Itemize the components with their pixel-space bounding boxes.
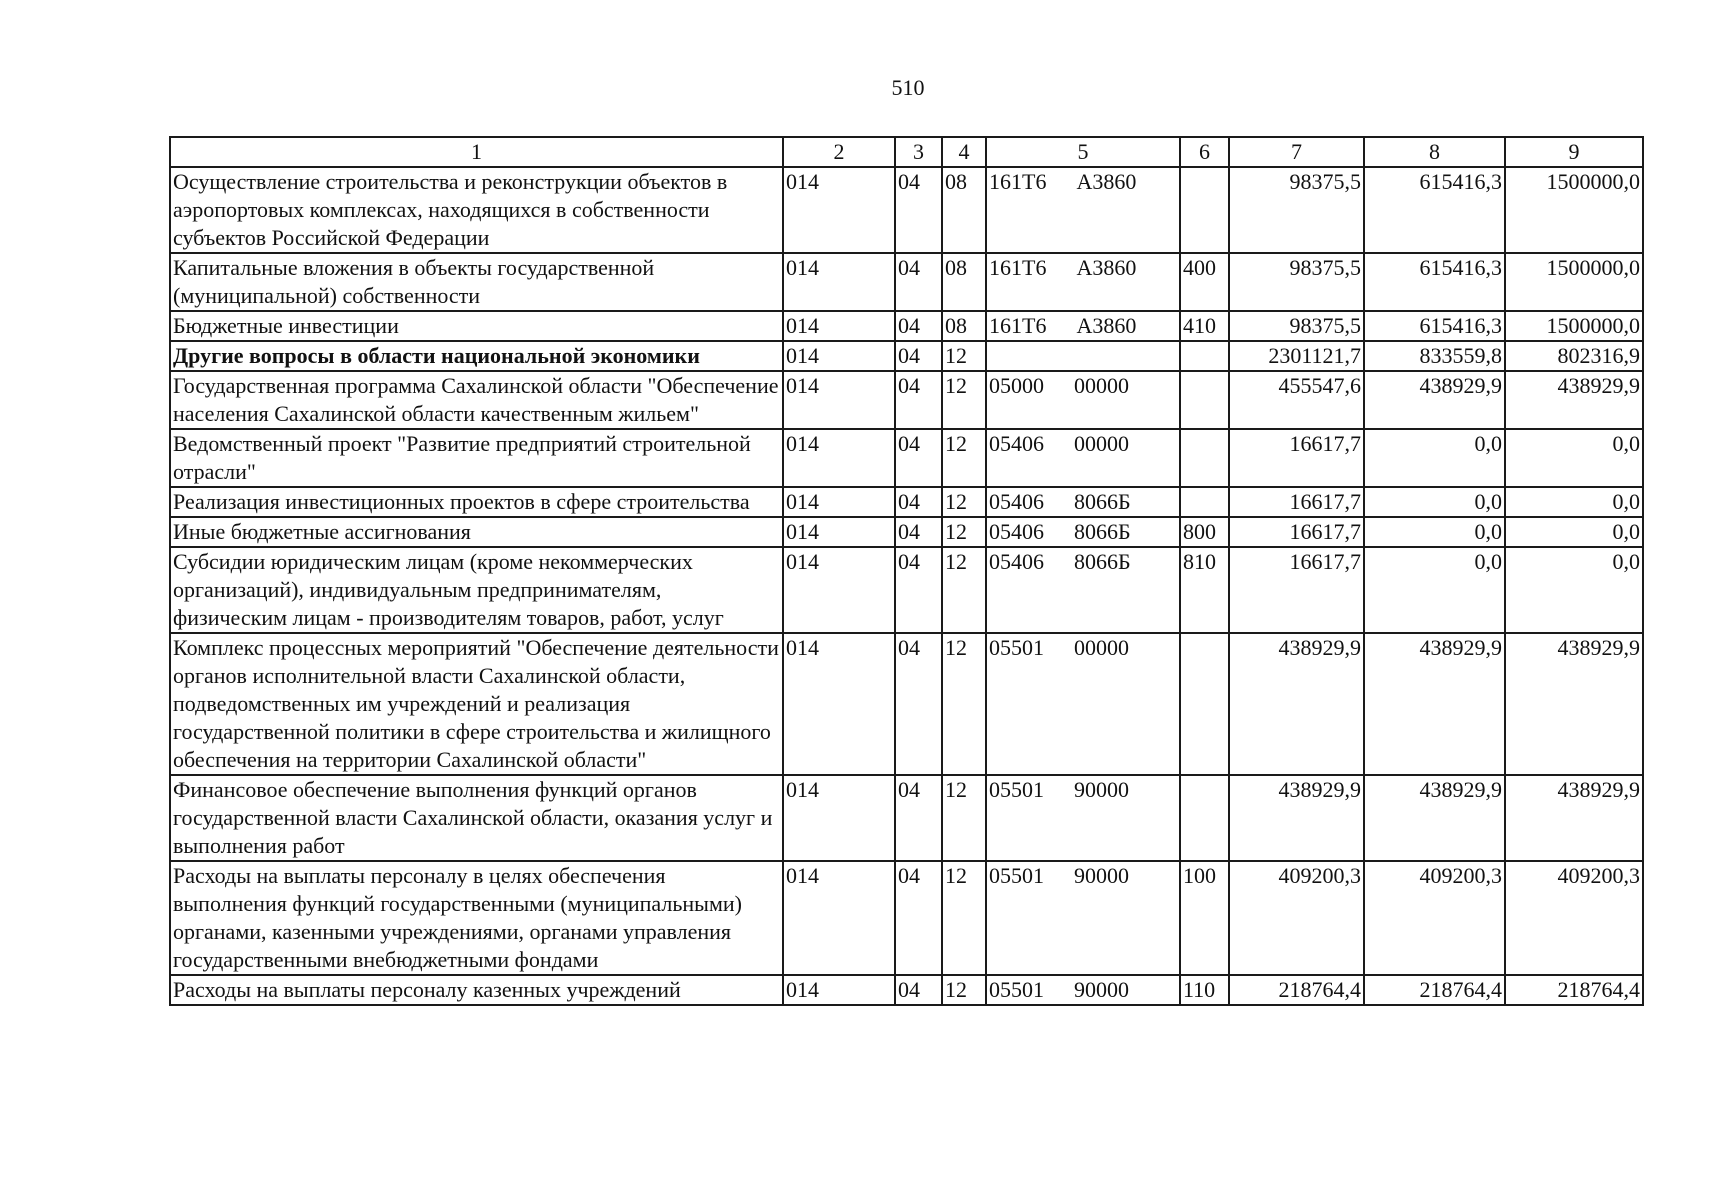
row-section-code: 04	[895, 775, 942, 861]
row-value-7: 16617,7	[1229, 429, 1364, 487]
row-subsection-code: 12	[942, 633, 986, 775]
table-row	[170, 633, 1643, 775]
row-value-8: 218764,4	[1364, 975, 1505, 1005]
row-target-code-part-b: 00000	[1074, 373, 1129, 398]
row-section-code: 04	[895, 167, 942, 253]
row-target-code	[986, 311, 1180, 341]
row-target-code-part-b: 8066Б	[1074, 519, 1131, 544]
row-target-code	[986, 517, 1180, 547]
row-grbs-code: 014	[783, 429, 895, 487]
row-target-code-part-a: 161Т6	[989, 313, 1047, 338]
row-value-8: 0,0	[1364, 487, 1505, 517]
row-name: Бюджетные инвестиции	[170, 311, 783, 341]
row-target-code-part-a: 05501	[989, 777, 1044, 802]
row-subsection-code: 12	[942, 861, 986, 975]
row-section-code: 04	[895, 487, 942, 517]
table-row	[170, 517, 1643, 547]
row-target-code	[986, 253, 1180, 311]
row-target-code	[986, 341, 1180, 371]
row-grbs-code: 014	[783, 311, 895, 341]
row-grbs-code: 014	[783, 167, 895, 253]
row-value-9: 802316,9	[1505, 341, 1643, 371]
table-row	[170, 429, 1643, 487]
header-col-7: 7	[1229, 137, 1364, 167]
table-row	[170, 253, 1643, 311]
row-subsection-code: 12	[942, 341, 986, 371]
row-grbs-code: 014	[783, 517, 895, 547]
row-subsection-code: 08	[942, 253, 986, 311]
row-target-code-part-a: 05406	[989, 431, 1044, 456]
row-grbs-code: 014	[783, 775, 895, 861]
row-name: Реализация инвестиционных проектов в сфере строительства	[170, 487, 783, 517]
row-target-code-part-b: 8066Б	[1074, 489, 1131, 514]
row-value-7: 438929,9	[1229, 633, 1364, 775]
row-value-7: 218764,4	[1229, 975, 1364, 1005]
row-target-code-part-a: 05406	[989, 489, 1044, 514]
row-value-7: 16617,7	[1229, 547, 1364, 633]
row-subsection-code: 12	[942, 487, 986, 517]
header-row	[170, 137, 1643, 167]
row-target-code-part-a: 05501	[989, 977, 1044, 1002]
row-grbs-code: 014	[783, 547, 895, 633]
table-row	[170, 311, 1643, 341]
row-subsection-code: 12	[942, 371, 986, 429]
row-target-code-part-b: 90000	[1074, 863, 1129, 888]
row-target-code	[986, 429, 1180, 487]
row-value-9: 0,0	[1505, 517, 1643, 547]
row-name: Комплекс процессных мероприятий "Обеспечение деятельности органов исполнительной власти Сахалинской области, подведомственных им учреждений и реализация государственной политики в сфере строительства и жилищного обеспечения на территории Сахалинской области"	[170, 633, 783, 775]
row-target-code-part-a: 05000	[989, 373, 1044, 398]
row-expense-type	[1180, 371, 1229, 429]
row-expense-type	[1180, 167, 1229, 253]
row-value-8: 0,0	[1364, 547, 1505, 633]
row-value-8: 438929,9	[1364, 775, 1505, 861]
row-value-9: 438929,9	[1505, 775, 1643, 861]
row-section-code: 04	[895, 341, 942, 371]
row-expense-type: 110	[1180, 975, 1229, 1005]
row-name: Другие вопросы в области национальной экономики	[170, 341, 783, 371]
row-expense-type	[1180, 775, 1229, 861]
row-target-code	[986, 775, 1180, 861]
row-subsection-code: 08	[942, 311, 986, 341]
row-section-code: 04	[895, 253, 942, 311]
row-section-code: 04	[895, 517, 942, 547]
row-target-code	[986, 167, 1180, 253]
row-target-code-part-a: 05501	[989, 635, 1044, 660]
row-value-9: 409200,3	[1505, 861, 1643, 975]
row-grbs-code: 014	[783, 975, 895, 1005]
row-target-code-part-b: 00000	[1074, 431, 1129, 456]
header-col-5: 5	[986, 137, 1180, 167]
row-section-code: 04	[895, 975, 942, 1005]
row-name: Капитальные вложения в объекты государственной (муниципальной) собственности	[170, 253, 783, 311]
row-subsection-code: 12	[942, 547, 986, 633]
table-row	[170, 975, 1643, 1005]
row-target-code	[986, 633, 1180, 775]
row-section-code: 04	[895, 311, 942, 341]
header-col-9: 9	[1505, 137, 1643, 167]
row-target-code-part-b: А3860	[1076, 169, 1137, 194]
row-value-9: 0,0	[1505, 429, 1643, 487]
row-target-code-part-b: 8066Б	[1074, 549, 1131, 574]
header-col-8: 8	[1364, 137, 1505, 167]
row-value-9: 1500000,0	[1505, 253, 1643, 311]
row-target-code-part-a: 161Т6	[989, 255, 1047, 280]
row-value-9: 438929,9	[1505, 371, 1643, 429]
row-target-code-part-b: 00000	[1074, 635, 1129, 660]
row-value-9: 438929,9	[1505, 633, 1643, 775]
row-target-code-part-a: 05406	[989, 549, 1044, 574]
row-name: Финансовое обеспечение выполнения функций органов государственной власти Сахалинской области, оказания услуг и выполнения работ	[170, 775, 783, 861]
row-target-code-part-b: 90000	[1074, 777, 1129, 802]
row-expense-type: 410	[1180, 311, 1229, 341]
row-expense-type	[1180, 341, 1229, 371]
row-value-9: 0,0	[1505, 487, 1643, 517]
row-expense-type: 400	[1180, 253, 1229, 311]
row-value-9: 218764,4	[1505, 975, 1643, 1005]
row-target-code	[986, 975, 1180, 1005]
row-subsection-code: 12	[942, 429, 986, 487]
row-section-code: 04	[895, 633, 942, 775]
row-expense-type	[1180, 429, 1229, 487]
row-name: Расходы на выплаты персоналу в целях обеспечения выполнения функций государственными (муниципальными) органами, казенными учреждениями, органами управления государственными внебюджетными фондами	[170, 861, 783, 975]
row-name: Расходы на выплаты персоналу казенных учреждений	[170, 975, 783, 1005]
row-value-7: 2301121,7	[1229, 341, 1364, 371]
row-target-code-part-b: А3860	[1076, 313, 1137, 338]
row-target-code-part-b: А3860	[1076, 255, 1137, 280]
header-col-2: 2	[783, 137, 895, 167]
row-section-code: 04	[895, 547, 942, 633]
row-value-7: 16617,7	[1229, 487, 1364, 517]
row-subsection-code: 12	[942, 975, 986, 1005]
row-name: Осуществление строительства и реконструкции объектов в аэропортовых комплексах, находящихся в собственности субъектов Российской Федерации	[170, 167, 783, 253]
row-grbs-code: 014	[783, 371, 895, 429]
row-target-code-part-a: 161Т6	[989, 169, 1047, 194]
row-name: Ведомственный проект "Развитие предприятий строительной отрасли"	[170, 429, 783, 487]
row-subsection-code: 12	[942, 517, 986, 547]
row-value-9: 1500000,0	[1505, 311, 1643, 341]
row-value-8: 438929,9	[1364, 371, 1505, 429]
row-expense-type	[1180, 633, 1229, 775]
row-grbs-code: 014	[783, 253, 895, 311]
header-col-4: 4	[942, 137, 986, 167]
row-target-code-part-a: 05501	[989, 863, 1044, 888]
row-expense-type	[1180, 487, 1229, 517]
row-name: Государственная программа Сахалинской области "Обеспечение населения Сахалинской области качественным жильем"	[170, 371, 783, 429]
row-value-8: 833559,8	[1364, 341, 1505, 371]
row-target-code	[986, 861, 1180, 975]
row-value-8: 0,0	[1364, 429, 1505, 487]
row-value-9: 1500000,0	[1505, 167, 1643, 253]
row-value-7: 98375,5	[1229, 167, 1364, 253]
row-value-8: 615416,3	[1364, 311, 1505, 341]
row-value-8: 615416,3	[1364, 253, 1505, 311]
row-target-code-part-a: 05406	[989, 519, 1044, 544]
row-value-8: 615416,3	[1364, 167, 1505, 253]
row-section-code: 04	[895, 861, 942, 975]
row-name: Иные бюджетные ассигнования	[170, 517, 783, 547]
row-value-7: 98375,5	[1229, 311, 1364, 341]
row-target-code	[986, 487, 1180, 517]
row-value-8: 0,0	[1364, 517, 1505, 547]
row-value-7: 438929,9	[1229, 775, 1364, 861]
row-grbs-code: 014	[783, 633, 895, 775]
row-value-9: 0,0	[1505, 547, 1643, 633]
row-grbs-code: 014	[783, 487, 895, 517]
row-section-code: 04	[895, 429, 942, 487]
row-expense-type: 800	[1180, 517, 1229, 547]
budget-table	[169, 136, 1644, 1006]
header-col-1: 1	[170, 137, 783, 167]
row-name: Субсидии юридическим лицам (кроме некоммерческих организаций), индивидуальным предпринимателям, физическим лицам - производителям товаров, работ, услуг	[170, 547, 783, 633]
header-col-6: 6	[1180, 137, 1229, 167]
page-number: 510	[891, 75, 925, 100]
row-subsection-code: 12	[942, 775, 986, 861]
row-grbs-code: 014	[783, 861, 895, 975]
row-target-code	[986, 547, 1180, 633]
row-value-8: 409200,3	[1364, 861, 1505, 975]
header-col-3: 3	[895, 137, 942, 167]
table-row	[170, 861, 1643, 975]
row-value-7: 455547,6	[1229, 371, 1364, 429]
table-row	[170, 167, 1643, 253]
table-row	[170, 547, 1643, 633]
row-value-7: 16617,7	[1229, 517, 1364, 547]
row-target-code	[986, 371, 1180, 429]
row-value-7: 98375,5	[1229, 253, 1364, 311]
row-expense-type: 810	[1180, 547, 1229, 633]
table-row	[170, 775, 1643, 861]
row-value-7: 409200,3	[1229, 861, 1364, 975]
row-value-8: 438929,9	[1364, 633, 1505, 775]
row-grbs-code: 014	[783, 341, 895, 371]
row-section-code: 04	[895, 371, 942, 429]
table-body	[170, 167, 1643, 1005]
row-subsection-code: 08	[942, 167, 986, 253]
table-row	[170, 341, 1643, 371]
table-row	[170, 487, 1643, 517]
row-expense-type: 100	[1180, 861, 1229, 975]
row-target-code-part-b: 90000	[1074, 977, 1129, 1002]
table-row	[170, 371, 1643, 429]
